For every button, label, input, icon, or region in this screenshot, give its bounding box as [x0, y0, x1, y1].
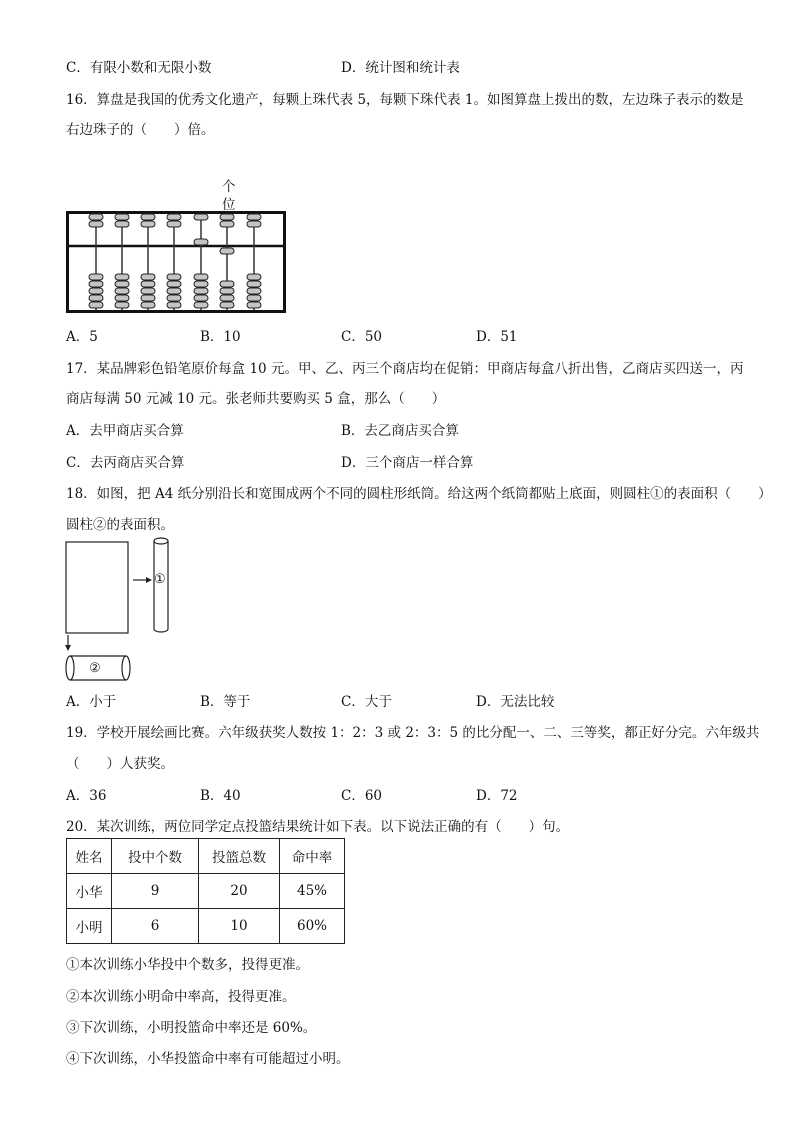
- q16-option-d: D．51: [476, 329, 518, 345]
- q20-statement-2: ②本次训练小明命中率高，投得更准。: [66, 989, 296, 1005]
- q17-stem-line2: 商店每满 50 元减 10 元。张老师共要购买 5 盒，那么（ ）: [66, 391, 446, 407]
- q17-option-b: B．去乙商店买合算: [341, 423, 459, 439]
- table-header-row: [67, 839, 345, 874]
- cylinder-figure: [60, 535, 180, 685]
- cylinder-2-label: ②: [89, 661, 101, 676]
- table-cell: 小华: [67, 874, 112, 909]
- table-cell: 45%: [280, 874, 345, 909]
- q16-option-a: A．5: [66, 329, 98, 345]
- shooting-stats-table: [66, 838, 345, 944]
- cylinder-1-label: ①: [154, 572, 166, 587]
- table-cell: 小明: [67, 909, 112, 944]
- q16-option-c: C．50: [341, 329, 383, 345]
- arrow-down-icon: [65, 645, 71, 651]
- q18-stem-line2: 圆柱②的表面积。: [66, 517, 174, 533]
- q20-statement-3: ③下次训练，小明投篮命中率还是 60%。: [66, 1020, 317, 1036]
- table-cell: 10: [199, 909, 280, 944]
- q17-option-d: D．三个商店一样合算: [341, 455, 474, 471]
- table-cell: 9: [112, 874, 199, 909]
- table-cell: 60%: [280, 909, 345, 944]
- q18-stem-line1: 18．如图，把 A4 纸分别沿长和宽围成两个不同的圆柱形纸筒。给这两个纸筒都贴上底面，则圆柱①的表面积（ ）: [66, 486, 772, 502]
- q17-stem-line1: 17．某品牌彩色铅笔原价每盒 10 元。甲、乙、丙三个商店均在促销：甲商店每盒八折出售，乙商店买四送一，丙: [66, 361, 744, 377]
- q16-stem-line1: 16．算盘是我国的优秀文化遗产，每颗上珠代表 5，每颗下珠代表 1。如图算盘上拨出的数，左边珠子表示的数是: [66, 92, 744, 108]
- table-cell: 20: [199, 874, 280, 909]
- q19-option-c: C．60: [341, 788, 383, 804]
- q18-option-a: A．小于: [66, 694, 117, 710]
- abacus-figure: [66, 211, 286, 313]
- table-header-cell: 投篮总数: [199, 839, 280, 874]
- abacus-label-wei: 位: [222, 197, 236, 213]
- q19-stem-line2: （ ）人获奖。: [66, 756, 174, 772]
- table-header-cell: 命中率: [280, 839, 345, 874]
- q16-stem-line2: 右边珠子的（ ）倍。: [66, 122, 215, 138]
- q17-option-a: A．去甲商店买合算: [66, 423, 184, 439]
- q20-statement-4: ④下次训练，小华投篮命中率有可能超过小明。: [66, 1051, 350, 1067]
- q19-option-a: A．36: [66, 788, 107, 804]
- q20-statement-1: ①本次训练小华投中个数多，投得更准。: [66, 957, 309, 973]
- abacus-label-ge: 个: [222, 179, 236, 195]
- table-cell: 6: [112, 909, 199, 944]
- q16-option-b: B．10: [200, 329, 241, 345]
- q19-option-d: D．72: [476, 788, 518, 804]
- q19-option-b: B．40: [200, 788, 241, 804]
- q15-option-d: D．统计图和统计表: [341, 60, 460, 76]
- q18-option-b: B．等于: [200, 694, 251, 710]
- table-header-cell: 投中个数: [112, 839, 199, 874]
- q19-stem-line1: 19．学校开展绘画比赛。六年级获奖人数按 1：2：3 或 2：3：5 的比分配一、二、三等奖，都正好分完。六年级共: [66, 725, 760, 741]
- q15-option-c: C．有限小数和无限小数: [66, 60, 212, 76]
- table-row: [67, 909, 345, 944]
- a4-paper-rect: [66, 542, 128, 633]
- table-header-cell: 姓名: [67, 839, 112, 874]
- q18-option-c: C．大于: [341, 694, 392, 710]
- q18-option-d: D．无法比较: [476, 694, 555, 710]
- q17-option-c: C．去丙商店买合算: [66, 455, 185, 471]
- arrow-right-icon: [146, 577, 152, 583]
- q20-stem-line1: 20．某次训练，两位同学定点投篮结果统计如下表。以下说法正确的有（ ）句。: [66, 819, 570, 835]
- table-row: [67, 874, 345, 909]
